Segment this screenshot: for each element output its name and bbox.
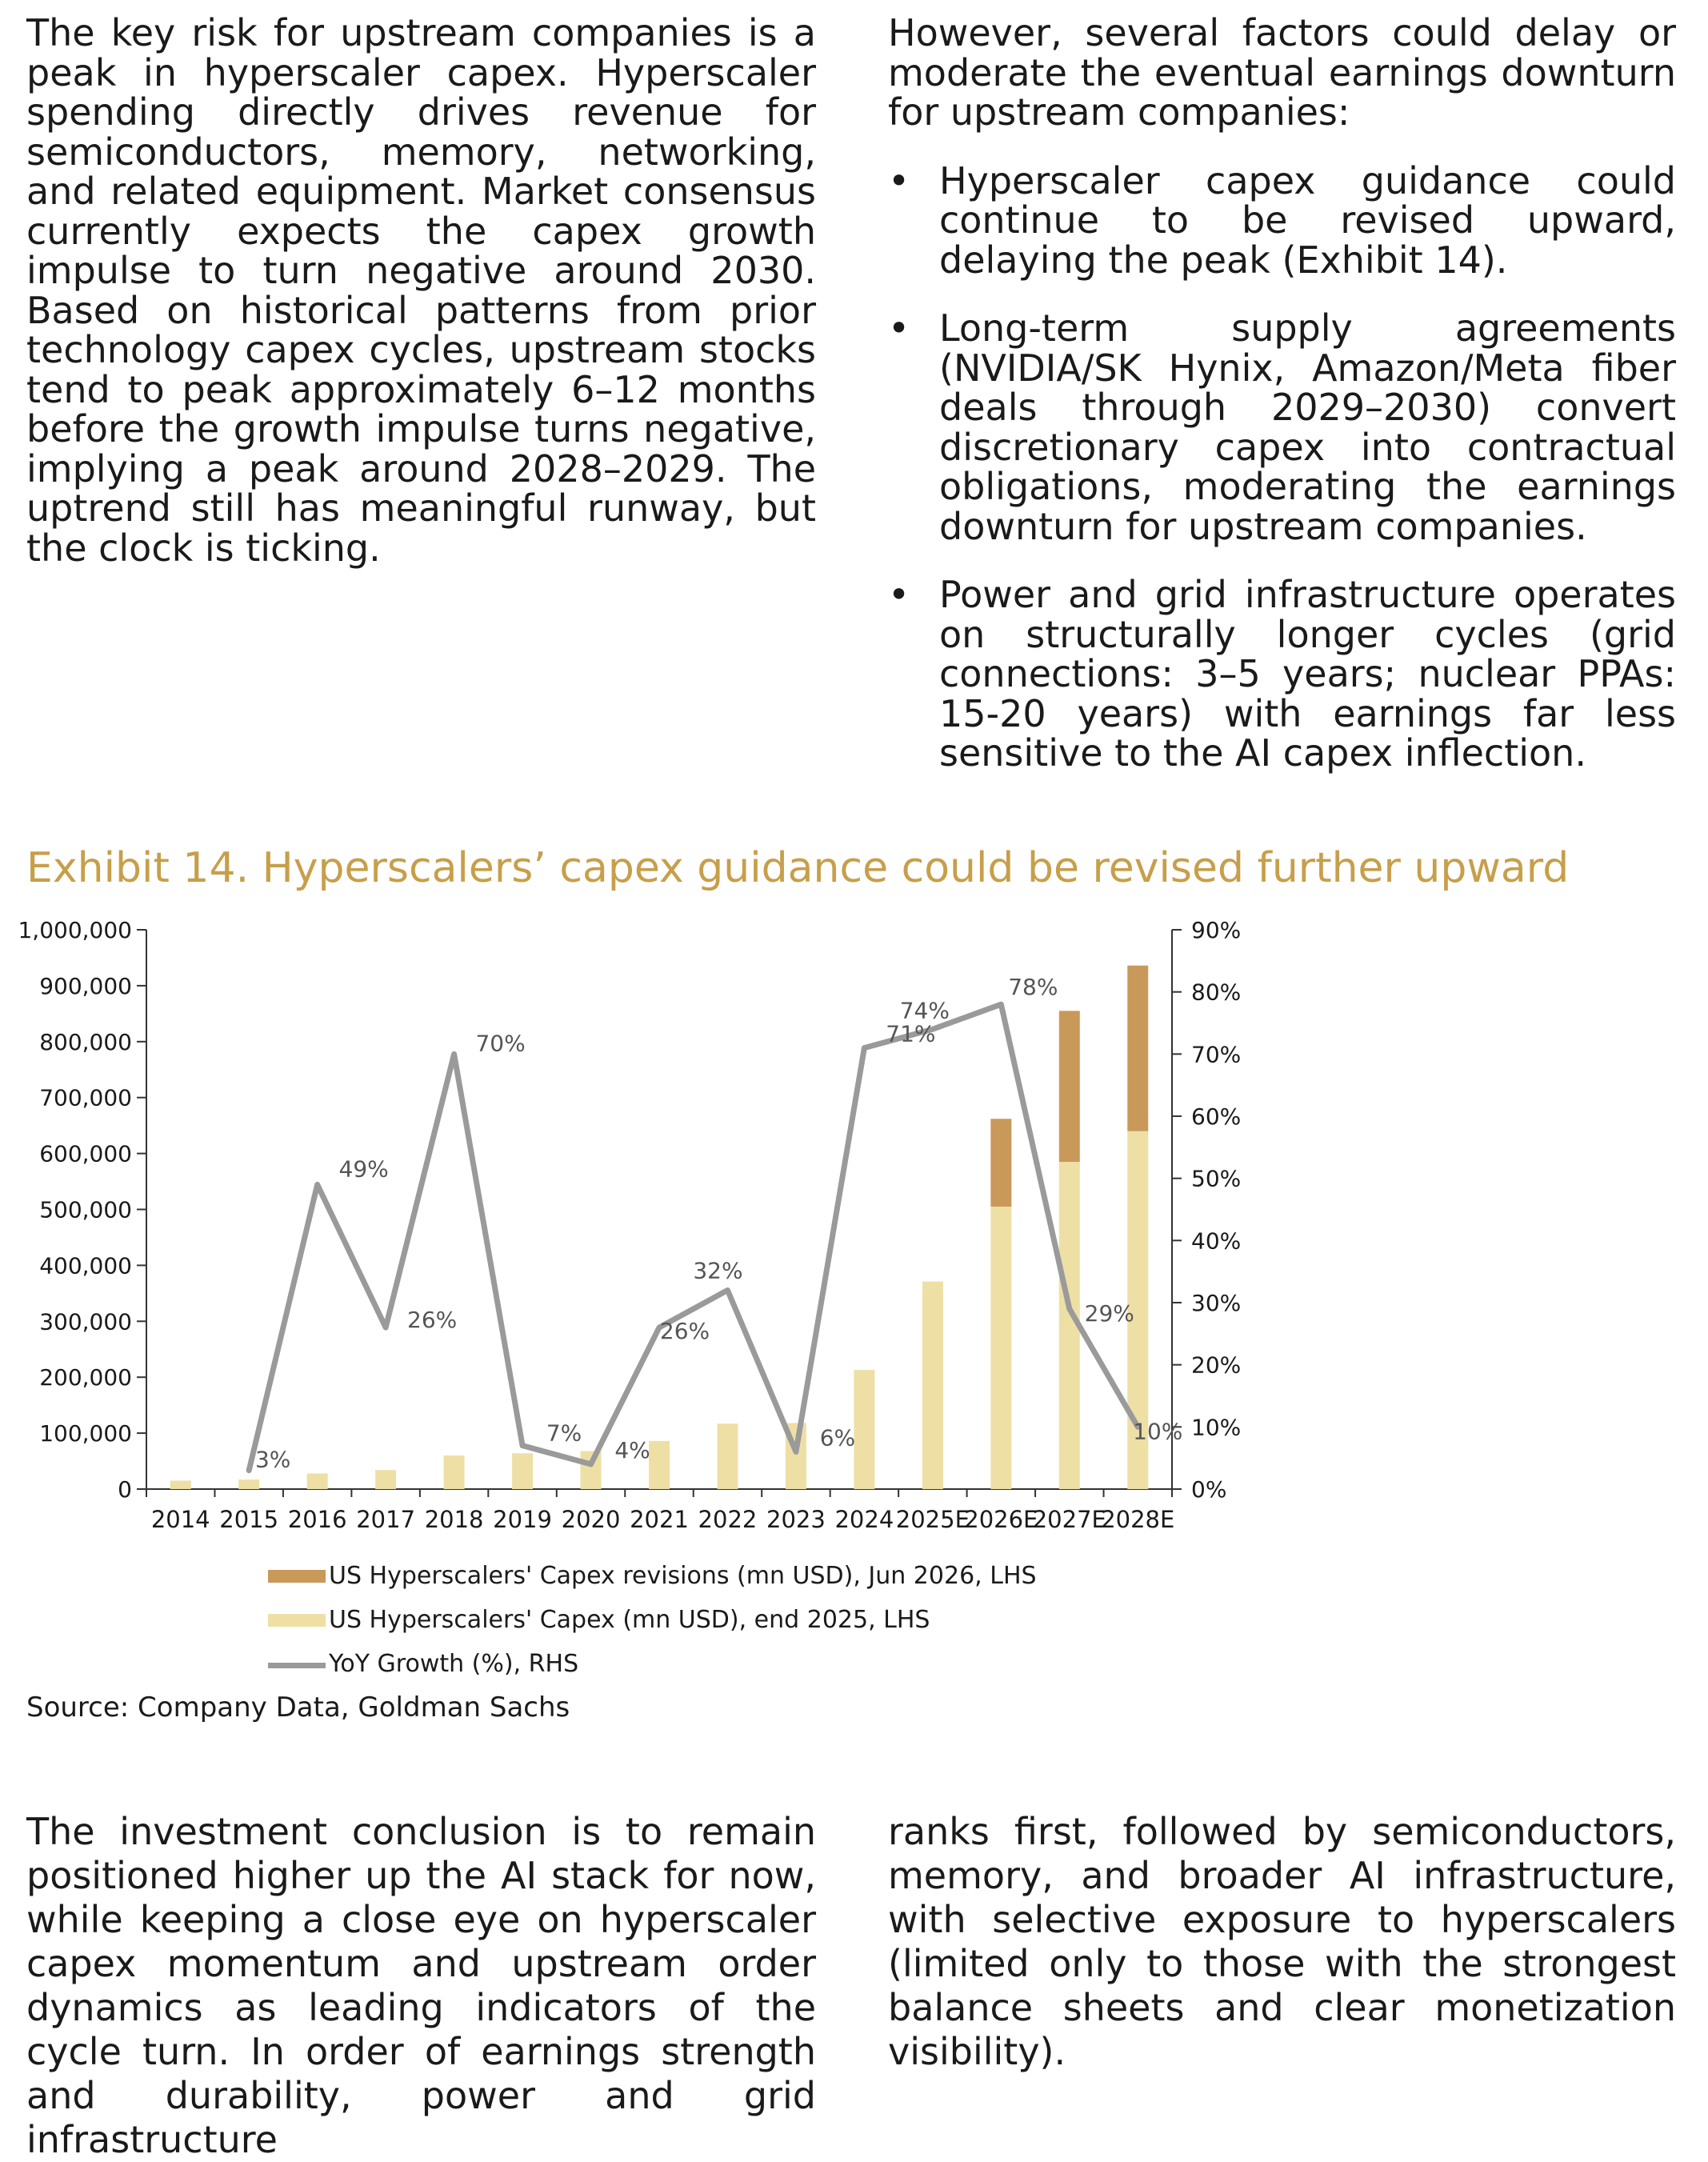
capex-bar bbox=[922, 1282, 943, 1489]
factors-intro: However, several factors could delay or moderate the eventual earnings downturn for upstream companies: bbox=[888, 11, 1676, 134]
bullet-glyph: • bbox=[888, 158, 910, 202]
left-tick-label: 0 bbox=[118, 1476, 132, 1503]
left-tick-label: 400,000 bbox=[39, 1252, 132, 1279]
list-item bbox=[888, 575, 1676, 774]
conclusion-paragraph: The investment conclusion is to remain positioned higher up the AI stack for now, while keeping a close eye on hyperscaler capex momentum and upstream order dynamics as leading indicators of the cycle turn. In order of earnings strength and durability, power and grid infrastructure bbox=[26, 1810, 816, 2161]
growth-data-label: 7% bbox=[546, 1419, 582, 1447]
bullet-glyph: • bbox=[888, 573, 910, 616]
growth-data-label: 6% bbox=[819, 1424, 856, 1451]
capex-bar bbox=[854, 1370, 874, 1489]
growth-data-label: 3% bbox=[254, 1446, 291, 1473]
left-tick-label: 100,000 bbox=[39, 1420, 132, 1447]
growth-data-label: 71% bbox=[886, 1020, 936, 1047]
growth-data-label: 70% bbox=[475, 1030, 526, 1057]
x-tick-label: 2025E bbox=[895, 1506, 970, 1528]
growth-data-label: 32% bbox=[693, 1257, 743, 1284]
x-tick-label: 2024 bbox=[834, 1506, 894, 1528]
right-tick-label: 30% bbox=[1191, 1290, 1242, 1316]
right-tick-label: 0% bbox=[1191, 1476, 1227, 1503]
right-tick-label: 80% bbox=[1191, 979, 1242, 1006]
left-tick-label: 1,000,000 bbox=[18, 917, 132, 943]
left-tick-label: 500,000 bbox=[39, 1196, 132, 1223]
x-tick-label: 2015 bbox=[219, 1506, 279, 1528]
x-tick-label: 2026E bbox=[964, 1506, 1038, 1528]
capex-chart bbox=[0, 908, 1280, 1528]
list-item bbox=[888, 306, 1676, 548]
bullet-glyph: • bbox=[888, 306, 910, 350]
capex-revision-bar bbox=[1059, 1011, 1080, 1162]
x-tick-label: 2018 bbox=[424, 1506, 484, 1528]
left-tick-label: 800,000 bbox=[39, 1028, 132, 1055]
x-tick-label: 2019 bbox=[493, 1506, 552, 1528]
x-tick-label: 2027E bbox=[1032, 1506, 1106, 1528]
capex-bar bbox=[375, 1470, 396, 1489]
left-tick-label: 900,000 bbox=[39, 972, 132, 999]
right-tick-label: 70% bbox=[1191, 1041, 1242, 1068]
right-tick-label: 20% bbox=[1191, 1351, 1242, 1379]
growth-data-label: 26% bbox=[659, 1318, 710, 1345]
capex-bar bbox=[717, 1423, 738, 1489]
chart-source: Source: Company Data, Goldman Sachs bbox=[26, 1692, 570, 1724]
top-right-column bbox=[888, 11, 1676, 803]
growth-data-label: 10% bbox=[1133, 1418, 1183, 1445]
left-tick-label: 200,000 bbox=[39, 1364, 132, 1391]
capex-bar bbox=[444, 1455, 465, 1489]
capex-revision-bar bbox=[1127, 966, 1148, 1131]
legend-label-capex: US Hyperscalers' Capex (mn USD), end 2025, LHS bbox=[329, 1606, 930, 1634]
capex-bar bbox=[307, 1473, 328, 1489]
conclusion-continued-paragraph: ranks first, followed by semiconductors, memory, and broader AI infrastructure, with selective exposure to hyperscalers (limited only to those with the strongest balance sheets and clear monetization visibility). bbox=[888, 1810, 1676, 2073]
x-tick-label: 2028E bbox=[1101, 1506, 1175, 1528]
list-item-text: Hyperscaler capex guidance could continue to be revised upward, delaying the peak (Exhibit 14). bbox=[939, 158, 1676, 282]
growth-data-label: 49% bbox=[338, 1155, 389, 1183]
growth-data-label: 78% bbox=[1008, 974, 1058, 1001]
growth-data-label: 26% bbox=[407, 1307, 458, 1334]
x-tick-label: 2016 bbox=[287, 1506, 347, 1528]
factors-list bbox=[888, 158, 1676, 775]
x-tick-label: 2017 bbox=[356, 1506, 416, 1528]
x-tick-label: 2014 bbox=[150, 1506, 210, 1528]
x-tick-label: 2023 bbox=[766, 1506, 826, 1528]
legend-label-growth: YoY Growth (%), RHS bbox=[329, 1650, 579, 1678]
right-tick-label: 60% bbox=[1191, 1103, 1242, 1130]
left-tick-label: 700,000 bbox=[39, 1084, 132, 1111]
x-tick-label: 2020 bbox=[561, 1506, 621, 1528]
right-tick-label: 40% bbox=[1191, 1227, 1242, 1255]
right-tick-label: 10% bbox=[1191, 1414, 1242, 1441]
left-tick-label: 600,000 bbox=[39, 1140, 132, 1167]
growth-data-label: 29% bbox=[1084, 1299, 1134, 1327]
capex-bar bbox=[990, 1207, 1011, 1489]
bottom-right-column bbox=[888, 1810, 1676, 2074]
list-item bbox=[888, 158, 1676, 282]
exhibit-title: Exhibit 14. Hyperscalers’ capex guidance could be revised further upward bbox=[26, 844, 1570, 892]
legend-line-growth bbox=[268, 1663, 326, 1668]
capex-bar bbox=[512, 1453, 533, 1489]
bottom-left-column bbox=[26, 1810, 816, 2162]
right-tick-label: 50% bbox=[1191, 1165, 1242, 1192]
x-tick-label: 2022 bbox=[698, 1506, 758, 1528]
x-tick-label: 2021 bbox=[630, 1506, 689, 1528]
legend-swatch-revisions bbox=[268, 1570, 326, 1583]
list-item-text: Long-term supply agreements (NVIDIA/SK Hynix, Amazon/Meta fiber deals through 2029–2030) convert discretionary capex into contractual obligations, moderating the earnings downturn for upstream companies. bbox=[939, 306, 1676, 548]
capex-bar bbox=[581, 1451, 602, 1489]
growth-data-label: 4% bbox=[614, 1436, 650, 1463]
legend-label-revisions: US Hyperscalers' Capex revisions (mn USD), Jun 2026, LHS bbox=[329, 1562, 1037, 1590]
left-tick-label: 300,000 bbox=[39, 1308, 132, 1335]
risk-paragraph: The key risk for upstream companies is a peak in hyperscaler capex. Hyperscaler spending directly drives revenue for semiconductors, memory, networking, and related equipment. Market consensus currently expects the capex growth impulse to turn negative around 2030. Based on historical patterns from prior technology capex cycles, upstream stocks tend to peak approximately 6–12 months before the growth impulse turns negative, implying a peak around 2028–2029. The uptrend still has meaningful runway, but the clock is ticking. bbox=[26, 11, 816, 570]
capex-bar bbox=[238, 1479, 259, 1489]
growth-data-label: 74% bbox=[899, 997, 950, 1024]
legend-swatch-capex bbox=[268, 1614, 326, 1627]
capex-bar bbox=[170, 1481, 191, 1489]
capex-revision-bar bbox=[990, 1119, 1011, 1207]
right-tick-label: 90% bbox=[1191, 917, 1242, 943]
capex-bar bbox=[649, 1441, 670, 1489]
list-item-text: Power and grid infrastructure operates on structurally longer cycles (grid connections: 3–5 years; nuclear PPAs: 15-20 years) with earnings far less sensitive to the AI capex inflection. bbox=[939, 573, 1676, 775]
top-left-column bbox=[26, 11, 816, 570]
